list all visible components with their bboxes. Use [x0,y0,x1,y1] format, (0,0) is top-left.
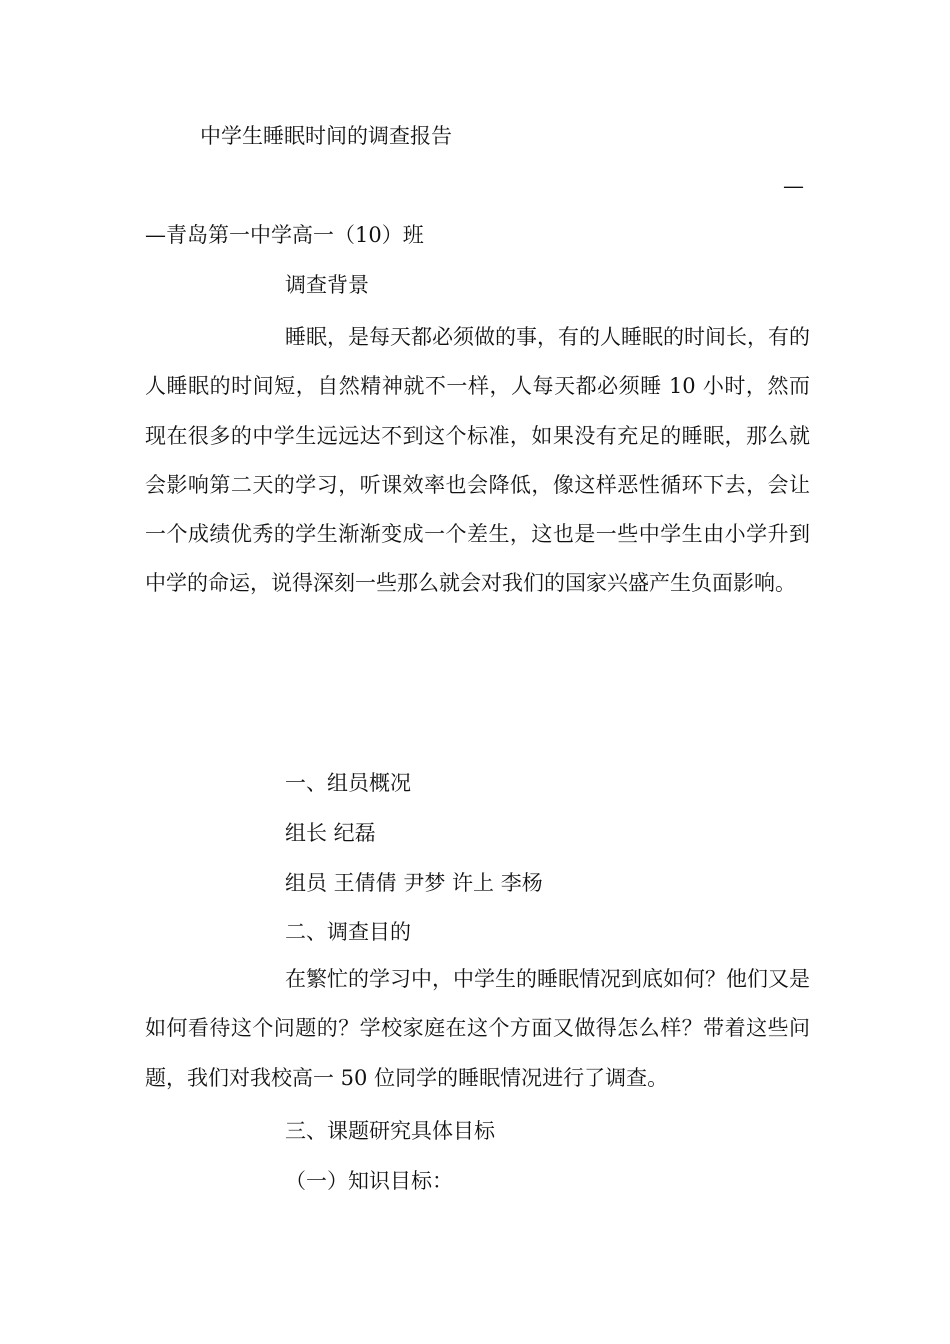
background-heading: 调查背景 [285,273,369,297]
section-heading-goals: 三、课题研究具体目标 [285,1119,495,1143]
background-paragraph: 睡眠，是每天都必须做的事，有的人睡眠的时间长，有的人睡眠的时间短，自然精神就不一样，人每天都必须睡 10 小时，然而现在很多的中学生远远达不到这个标准，如果没有充足的睡眠，那么就会影响第二天的学习，听课效率也会降低，像这样恶性循环下去，会让一个成绩优秀的学生渐渐变成一个差生，这也是一些中学生由小学升到中学的命运，说得深刻一些那么就会对我们的国家兴盛产生负面影响。 [145,325,810,596]
team-members: 组员 王倩倩 尹梦 许上 李杨 [285,871,543,895]
purpose-paragraph: 在繁忙的学习中，中学生的睡眠情况到底如何？他们又是如何看待这个问题的？学校家庭在这个方面又做得怎么样？带着这些问题，我们对我校高一 50 位同学的睡眠情况进行了调查。 [145,967,810,1090]
section-heading-team: 一、组员概况 [285,771,411,795]
subsection-heading-knowledge: （一）知识目标： [285,1169,453,1193]
report-subtitle: —青岛第一中学高一（10）班 [145,223,424,247]
title-dash: — [783,174,804,198]
team-leader: 组长 纪磊 [285,821,376,845]
section-heading-purpose: 二、调查目的 [285,920,411,944]
report-title: 中学生睡眠时间的调查报告 [200,124,452,148]
